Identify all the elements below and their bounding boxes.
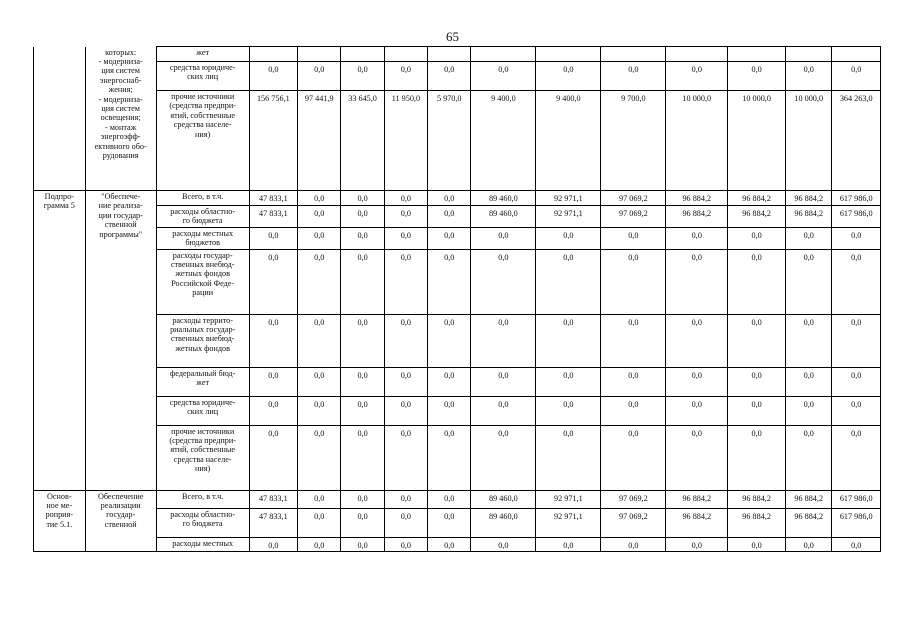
value-cell: 89 460,0: [471, 490, 536, 508]
value-cell: 10 000,0: [728, 91, 786, 191]
value-cell: [601, 47, 666, 62]
value-cell: 0,0: [428, 508, 471, 537]
value-cell: 0,0: [298, 367, 341, 396]
value-cell: 96 884,2: [666, 490, 728, 508]
value-cell: 89 460,0: [471, 508, 536, 537]
value-cell: [428, 47, 471, 62]
value-cell: 0,0: [384, 314, 427, 367]
value-cell: 9 400,0: [536, 91, 601, 191]
value-cell: 0,0: [666, 249, 728, 314]
table-row: [34, 47, 881, 62]
value-cell: [832, 47, 881, 62]
table-row: [34, 537, 881, 551]
value-cell: 156 756,1: [249, 91, 297, 191]
value-cell: [536, 47, 601, 62]
value-cell: 9 700,0: [601, 91, 666, 191]
value-cell: 0,0: [666, 367, 728, 396]
value-cell: 0,0: [832, 367, 881, 396]
value-cell: 0,0: [428, 490, 471, 508]
table-row: [34, 227, 881, 249]
value-cell: 0,0: [536, 537, 601, 551]
value-cell: 0,0: [601, 62, 666, 91]
value-cell: 0,0: [536, 367, 601, 396]
value-cell: 0,0: [832, 249, 881, 314]
value-cell: 0,0: [384, 249, 427, 314]
value-cell: [249, 47, 297, 62]
section-label-cell: Подпро- грамма 5: [34, 191, 86, 491]
value-cell: 10 000,0: [666, 91, 728, 191]
value-cell: 0,0: [666, 425, 728, 490]
value-cell: 0,0: [601, 396, 666, 425]
value-cell: 0,0: [341, 490, 384, 508]
value-cell: 0,0: [786, 249, 832, 314]
value-cell: 0,0: [471, 227, 536, 249]
section-label-cell: [34, 47, 86, 191]
value-cell: 89 460,0: [471, 191, 536, 206]
value-cell: 0,0: [249, 537, 297, 551]
funding-source-cell: прочие источники (средства предпри- ятий, собственные средства населе- ния): [156, 425, 249, 490]
value-cell: 0,0: [428, 62, 471, 91]
value-cell: 0,0: [786, 396, 832, 425]
value-cell: 0,0: [384, 508, 427, 537]
value-cell: 0,0: [341, 508, 384, 537]
value-cell: 92 971,1: [536, 191, 601, 206]
value-cell: [384, 47, 427, 62]
value-cell: 617 986,0: [832, 191, 881, 206]
value-cell: 0,0: [428, 396, 471, 425]
value-cell: 96 884,2: [728, 191, 786, 206]
value-cell: 0,0: [601, 367, 666, 396]
value-cell: 0,0: [341, 191, 384, 206]
value-cell: 0,0: [536, 314, 601, 367]
table-row: [34, 314, 881, 367]
value-cell: 0,0: [536, 227, 601, 249]
value-cell: 0,0: [786, 62, 832, 91]
value-cell: 0,0: [298, 249, 341, 314]
funding-source-cell: расходы областно- го бюджета: [156, 206, 249, 228]
value-cell: 0,0: [341, 62, 384, 91]
value-cell: 0,0: [298, 490, 341, 508]
value-cell: 0,0: [601, 314, 666, 367]
value-cell: 0,0: [728, 396, 786, 425]
value-cell: 96 884,2: [786, 508, 832, 537]
budget-table: [33, 46, 881, 552]
funding-source-cell: расходы местных бюджетов: [156, 227, 249, 249]
table-row: [34, 425, 881, 490]
value-cell: 92 971,1: [536, 206, 601, 228]
value-cell: 92 971,1: [536, 490, 601, 508]
table-row: [34, 396, 881, 425]
section-name-cell: "Обеспече- ние реализа- ции государ- ственной программы": [85, 191, 156, 491]
value-cell: 0,0: [384, 490, 427, 508]
value-cell: 0,0: [471, 396, 536, 425]
value-cell: 0,0: [728, 62, 786, 91]
value-cell: 0,0: [832, 425, 881, 490]
table-row: [34, 91, 881, 191]
value-cell: 0,0: [786, 314, 832, 367]
value-cell: [728, 47, 786, 62]
value-cell: 0,0: [786, 537, 832, 551]
value-cell: 0,0: [249, 62, 297, 91]
value-cell: 47 833,1: [249, 490, 297, 508]
value-cell: 97 441,9: [298, 91, 341, 191]
value-cell: 97 069,2: [601, 206, 666, 228]
value-cell: 0,0: [384, 367, 427, 396]
section-name-cell: Обеспечение реализации государ- ственной: [85, 490, 156, 551]
value-cell: 0,0: [298, 227, 341, 249]
value-cell: 0,0: [601, 537, 666, 551]
value-cell: 89 460,0: [471, 206, 536, 228]
table-row: [34, 62, 881, 91]
value-cell: 0,0: [249, 425, 297, 490]
value-cell: 0,0: [341, 314, 384, 367]
value-cell: 0,0: [249, 314, 297, 367]
value-cell: 0,0: [249, 249, 297, 314]
value-cell: 0,0: [298, 396, 341, 425]
funding-source-cell: жет: [156, 47, 249, 62]
value-cell: 96 884,2: [728, 508, 786, 537]
value-cell: 0,0: [341, 249, 384, 314]
value-cell: 0,0: [341, 396, 384, 425]
value-cell: 0,0: [601, 227, 666, 249]
value-cell: 0,0: [428, 206, 471, 228]
value-cell: 0,0: [471, 62, 536, 91]
value-cell: 0,0: [728, 227, 786, 249]
table-row: [34, 367, 881, 396]
value-cell: 96 884,2: [728, 206, 786, 228]
value-cell: 9 400,0: [471, 91, 536, 191]
value-cell: 0,0: [298, 206, 341, 228]
value-cell: 0,0: [728, 314, 786, 367]
value-cell: 0,0: [298, 537, 341, 551]
value-cell: 0,0: [428, 314, 471, 367]
value-cell: 0,0: [536, 249, 601, 314]
value-cell: 0,0: [384, 425, 427, 490]
value-cell: 47 833,1: [249, 508, 297, 537]
table-row: [34, 508, 881, 537]
value-cell: 47 833,1: [249, 206, 297, 228]
value-cell: 0,0: [249, 367, 297, 396]
value-cell: 364 263,0: [832, 91, 881, 191]
value-cell: 0,0: [666, 314, 728, 367]
value-cell: 96 884,2: [666, 191, 728, 206]
value-cell: 617 986,0: [832, 490, 881, 508]
value-cell: 0,0: [536, 425, 601, 490]
value-cell: 0,0: [384, 206, 427, 228]
value-cell: 0,0: [384, 227, 427, 249]
value-cell: 92 971,1: [536, 508, 601, 537]
value-cell: 617 986,0: [832, 508, 881, 537]
funding-source-cell: расходы государ- ственных внебюд- жетных фондов Российской Феде- рации: [156, 249, 249, 314]
value-cell: 0,0: [471, 249, 536, 314]
funding-source-cell: прочие источники (средства предпри- ятий, собственные средства населе- ния): [156, 91, 249, 191]
section-name-cell: которых: - модерниза- ция систем энергоснаб- жения; - модерниза- ция систем освещения; - монтаж энергоэфф- ективного обо- рудования: [85, 47, 156, 191]
page-number: 65: [446, 29, 459, 44]
table-row: [34, 191, 881, 206]
value-cell: 617 986,0: [832, 206, 881, 228]
funding-source-cell: федеральный бюд- жет: [156, 367, 249, 396]
value-cell: 0,0: [832, 314, 881, 367]
value-cell: 0,0: [384, 62, 427, 91]
value-cell: 0,0: [728, 425, 786, 490]
funding-source-cell: средства юридиче- ских лиц: [156, 396, 249, 425]
value-cell: 0,0: [666, 396, 728, 425]
value-cell: 0,0: [728, 537, 786, 551]
value-cell: 0,0: [471, 314, 536, 367]
value-cell: 33 645,0: [341, 91, 384, 191]
value-cell: 0,0: [728, 249, 786, 314]
value-cell: 0,0: [249, 396, 297, 425]
table-row: [34, 206, 881, 228]
funding-source-cell: средства юридиче- ских лиц: [156, 62, 249, 91]
value-cell: 0,0: [384, 396, 427, 425]
value-cell: 0,0: [428, 191, 471, 206]
value-cell: 11 950,0: [384, 91, 427, 191]
value-cell: 96 884,2: [786, 191, 832, 206]
value-cell: 0,0: [832, 537, 881, 551]
value-cell: 0,0: [298, 314, 341, 367]
value-cell: [786, 47, 832, 62]
value-cell: 96 884,2: [786, 206, 832, 228]
value-cell: 0,0: [471, 537, 536, 551]
value-cell: 0,0: [536, 62, 601, 91]
table-row: [34, 249, 881, 314]
value-cell: 0,0: [341, 425, 384, 490]
value-cell: 0,0: [666, 62, 728, 91]
value-cell: 10 000,0: [786, 91, 832, 191]
value-cell: 96 884,2: [786, 490, 832, 508]
value-cell: 0,0: [341, 537, 384, 551]
value-cell: 5 970,0: [428, 91, 471, 191]
value-cell: 0,0: [298, 425, 341, 490]
value-cell: 0,0: [832, 62, 881, 91]
value-cell: [298, 47, 341, 62]
value-cell: 0,0: [666, 227, 728, 249]
funding-source-cell: расходы террито- риальных государ- ственных внебюд- жетных фондов: [156, 314, 249, 367]
value-cell: 0,0: [428, 227, 471, 249]
value-cell: 0,0: [666, 537, 728, 551]
funding-source-cell: расходы областно- го бюджета: [156, 508, 249, 537]
value-cell: [471, 47, 536, 62]
value-cell: 97 069,2: [601, 508, 666, 537]
value-cell: 0,0: [428, 537, 471, 551]
value-cell: 0,0: [786, 367, 832, 396]
value-cell: 96 884,2: [728, 490, 786, 508]
value-cell: 0,0: [728, 367, 786, 396]
value-cell: 0,0: [786, 227, 832, 249]
value-cell: 47 833,1: [249, 191, 297, 206]
value-cell: 0,0: [341, 227, 384, 249]
funding-source-cell: Всего, в т.ч.: [156, 191, 249, 206]
value-cell: 0,0: [249, 227, 297, 249]
section-label-cell: Основ- ное ме- роприя- тие 5.1.: [34, 490, 86, 551]
value-cell: 0,0: [384, 537, 427, 551]
value-cell: 0,0: [428, 425, 471, 490]
value-cell: 0,0: [786, 425, 832, 490]
value-cell: 97 069,2: [601, 191, 666, 206]
value-cell: 0,0: [601, 425, 666, 490]
value-cell: 0,0: [536, 396, 601, 425]
value-cell: 0,0: [341, 367, 384, 396]
value-cell: [666, 47, 728, 62]
value-cell: 0,0: [471, 367, 536, 396]
value-cell: 97 069,2: [601, 490, 666, 508]
funding-source-cell: Всего, в т.ч.: [156, 490, 249, 508]
funding-source-cell: расходы местных: [156, 537, 249, 551]
value-cell: 0,0: [428, 367, 471, 396]
value-cell: 96 884,2: [666, 508, 728, 537]
value-cell: 0,0: [384, 191, 427, 206]
value-cell: 0,0: [341, 206, 384, 228]
value-cell: 0,0: [601, 249, 666, 314]
value-cell: 96 884,2: [666, 206, 728, 228]
value-cell: 0,0: [832, 396, 881, 425]
value-cell: 0,0: [428, 249, 471, 314]
value-cell: 0,0: [298, 62, 341, 91]
value-cell: 0,0: [298, 508, 341, 537]
value-cell: 0,0: [471, 425, 536, 490]
value-cell: 0,0: [298, 191, 341, 206]
table-row: [34, 490, 881, 508]
value-cell: [341, 47, 384, 62]
value-cell: 0,0: [832, 227, 881, 249]
